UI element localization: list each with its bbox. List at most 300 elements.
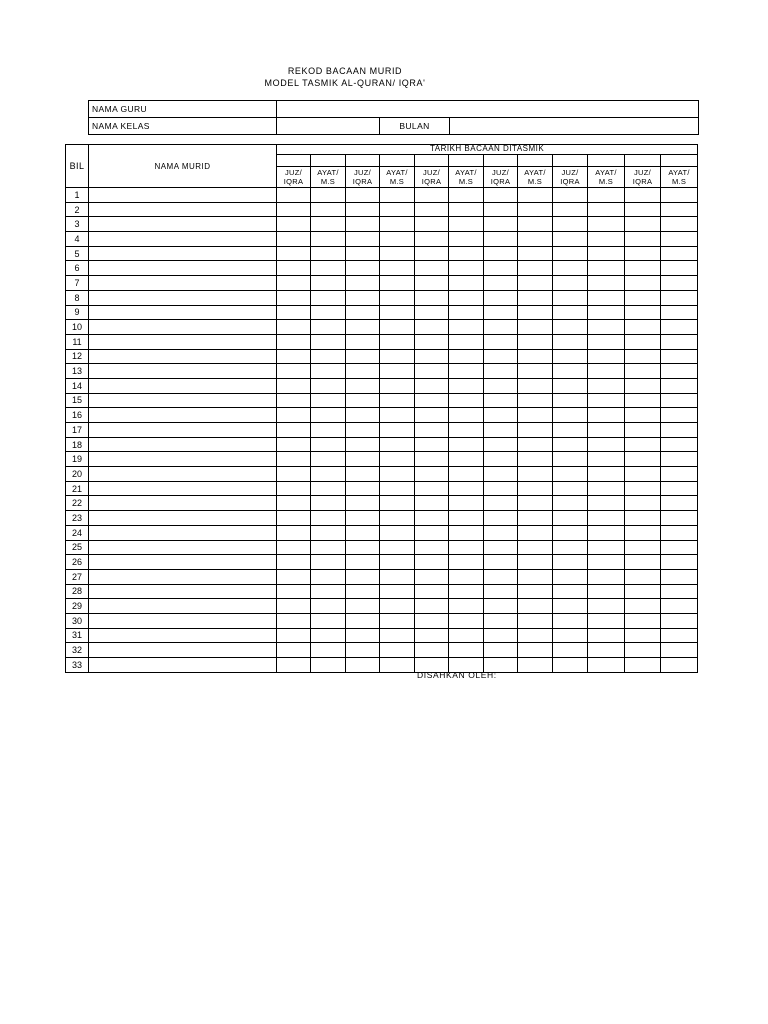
record-cell[interactable] — [380, 584, 415, 599]
record-cell[interactable] — [311, 232, 346, 247]
record-cell[interactable] — [311, 334, 346, 349]
record-cell[interactable] — [346, 188, 380, 203]
record-cell[interactable] — [346, 599, 380, 614]
record-cell[interactable] — [449, 628, 484, 643]
nama-murid-cell[interactable] — [89, 613, 277, 628]
record-cell[interactable] — [661, 408, 698, 423]
record-cell[interactable] — [625, 378, 661, 393]
nama-murid-cell[interactable] — [89, 202, 277, 217]
record-cell[interactable] — [380, 437, 415, 452]
record-cell[interactable] — [588, 525, 625, 540]
record-cell[interactable] — [311, 452, 346, 467]
record-cell[interactable] — [311, 290, 346, 305]
record-cell[interactable] — [518, 525, 553, 540]
record-cell[interactable] — [277, 643, 311, 658]
record-cell[interactable] — [661, 334, 698, 349]
record-cell[interactable] — [518, 305, 553, 320]
nama-murid-cell[interactable] — [89, 393, 277, 408]
record-cell[interactable] — [625, 202, 661, 217]
record-cell[interactable] — [484, 305, 518, 320]
nama-guru-field[interactable] — [277, 101, 699, 118]
record-cell[interactable] — [484, 202, 518, 217]
record-cell[interactable] — [625, 408, 661, 423]
record-cell[interactable] — [346, 232, 380, 247]
record-cell[interactable] — [277, 364, 311, 379]
record-cell[interactable] — [625, 423, 661, 438]
record-cell[interactable] — [588, 540, 625, 555]
record-cell[interactable] — [625, 569, 661, 584]
nama-kelas-field[interactable] — [277, 118, 380, 135]
record-cell[interactable] — [415, 496, 449, 511]
record-cell[interactable] — [553, 658, 588, 673]
bulan-field[interactable] — [450, 118, 699, 135]
record-cell[interactable] — [625, 540, 661, 555]
record-cell[interactable] — [415, 613, 449, 628]
record-cell[interactable] — [277, 423, 311, 438]
record-cell[interactable] — [553, 349, 588, 364]
record-cell[interactable] — [346, 423, 380, 438]
record-cell[interactable] — [553, 423, 588, 438]
record-cell[interactable] — [277, 290, 311, 305]
nama-murid-cell[interactable] — [89, 423, 277, 438]
record-cell[interactable] — [449, 467, 484, 482]
record-cell[interactable] — [553, 599, 588, 614]
record-cell[interactable] — [553, 452, 588, 467]
nama-murid-cell[interactable] — [89, 349, 277, 364]
record-cell[interactable] — [588, 349, 625, 364]
record-cell[interactable] — [661, 628, 698, 643]
nama-murid-cell[interactable] — [89, 525, 277, 540]
record-cell[interactable] — [588, 496, 625, 511]
record-cell[interactable] — [661, 467, 698, 482]
record-cell[interactable] — [588, 320, 625, 335]
record-cell[interactable] — [625, 511, 661, 526]
record-cell[interactable] — [588, 188, 625, 203]
record-cell[interactable] — [625, 276, 661, 291]
record-cell[interactable] — [518, 569, 553, 584]
record-cell[interactable] — [518, 349, 553, 364]
nama-murid-cell[interactable] — [89, 334, 277, 349]
record-cell[interactable] — [661, 423, 698, 438]
record-cell[interactable] — [484, 599, 518, 614]
record-cell[interactable] — [518, 202, 553, 217]
record-cell[interactable] — [625, 658, 661, 673]
record-cell[interactable] — [588, 202, 625, 217]
record-cell[interactable] — [484, 628, 518, 643]
record-cell[interactable] — [661, 364, 698, 379]
record-cell[interactable] — [518, 334, 553, 349]
record-cell[interactable] — [484, 232, 518, 247]
record-cell[interactable] — [661, 246, 698, 261]
record-cell[interactable] — [311, 540, 346, 555]
record-cell[interactable] — [484, 246, 518, 261]
record-cell[interactable] — [449, 364, 484, 379]
record-cell[interactable] — [449, 408, 484, 423]
record-cell[interactable] — [588, 290, 625, 305]
record-cell[interactable] — [449, 217, 484, 232]
nama-murid-cell[interactable] — [89, 452, 277, 467]
record-cell[interactable] — [625, 628, 661, 643]
record-cell[interactable] — [449, 613, 484, 628]
record-cell[interactable] — [588, 305, 625, 320]
record-cell[interactable] — [415, 481, 449, 496]
record-cell[interactable] — [625, 613, 661, 628]
record-cell[interactable] — [625, 349, 661, 364]
record-cell[interactable] — [484, 511, 518, 526]
nama-murid-cell[interactable] — [89, 540, 277, 555]
date-cell[interactable] — [588, 155, 625, 167]
record-cell[interactable] — [518, 599, 553, 614]
record-cell[interactable] — [661, 540, 698, 555]
record-cell[interactable] — [277, 217, 311, 232]
record-cell[interactable] — [380, 613, 415, 628]
nama-murid-cell[interactable] — [89, 408, 277, 423]
record-cell[interactable] — [380, 540, 415, 555]
record-cell[interactable] — [518, 658, 553, 673]
record-cell[interactable] — [449, 349, 484, 364]
record-cell[interactable] — [588, 613, 625, 628]
record-cell[interactable] — [380, 525, 415, 540]
record-cell[interactable] — [588, 437, 625, 452]
record-cell[interactable] — [346, 658, 380, 673]
record-cell[interactable] — [311, 569, 346, 584]
record-cell[interactable] — [277, 525, 311, 540]
record-cell[interactable] — [380, 349, 415, 364]
record-cell[interactable] — [553, 246, 588, 261]
record-cell[interactable] — [449, 202, 484, 217]
record-cell[interactable] — [625, 290, 661, 305]
record-cell[interactable] — [415, 628, 449, 643]
record-cell[interactable] — [518, 511, 553, 526]
record-cell[interactable] — [625, 320, 661, 335]
record-cell[interactable] — [277, 496, 311, 511]
record-cell[interactable] — [311, 261, 346, 276]
record-cell[interactable] — [588, 555, 625, 570]
record-cell[interactable] — [415, 584, 449, 599]
nama-murid-cell[interactable] — [89, 364, 277, 379]
record-cell[interactable] — [277, 467, 311, 482]
record-cell[interactable] — [661, 555, 698, 570]
record-cell[interactable] — [661, 276, 698, 291]
record-cell[interactable] — [449, 452, 484, 467]
record-cell[interactable] — [277, 658, 311, 673]
record-cell[interactable] — [380, 423, 415, 438]
record-cell[interactable] — [588, 261, 625, 276]
nama-murid-cell[interactable] — [89, 232, 277, 247]
record-cell[interactable] — [415, 349, 449, 364]
record-cell[interactable] — [415, 305, 449, 320]
record-cell[interactable] — [346, 540, 380, 555]
record-cell[interactable] — [380, 202, 415, 217]
record-cell[interactable] — [625, 437, 661, 452]
record-cell[interactable] — [346, 584, 380, 599]
record-cell[interactable] — [661, 525, 698, 540]
nama-murid-cell[interactable] — [89, 658, 277, 673]
record-cell[interactable] — [518, 628, 553, 643]
record-cell[interactable] — [553, 378, 588, 393]
record-cell[interactable] — [277, 334, 311, 349]
record-cell[interactable] — [277, 246, 311, 261]
record-cell[interactable] — [661, 511, 698, 526]
record-cell[interactable] — [553, 437, 588, 452]
record-cell[interactable] — [553, 393, 588, 408]
record-cell[interactable] — [661, 290, 698, 305]
record-cell[interactable] — [277, 452, 311, 467]
record-cell[interactable] — [346, 569, 380, 584]
record-cell[interactable] — [588, 511, 625, 526]
record-cell[interactable] — [415, 320, 449, 335]
record-cell[interactable] — [311, 364, 346, 379]
record-cell[interactable] — [380, 511, 415, 526]
record-cell[interactable] — [449, 290, 484, 305]
record-cell[interactable] — [311, 437, 346, 452]
record-cell[interactable] — [553, 188, 588, 203]
record-cell[interactable] — [661, 320, 698, 335]
record-cell[interactable] — [661, 613, 698, 628]
record-cell[interactable] — [415, 540, 449, 555]
record-cell[interactable] — [518, 613, 553, 628]
record-cell[interactable] — [277, 202, 311, 217]
record-cell[interactable] — [415, 334, 449, 349]
record-cell[interactable] — [311, 467, 346, 482]
record-cell[interactable] — [518, 320, 553, 335]
record-cell[interactable] — [380, 276, 415, 291]
record-cell[interactable] — [346, 334, 380, 349]
nama-murid-cell[interactable] — [89, 555, 277, 570]
record-cell[interactable] — [311, 643, 346, 658]
record-cell[interactable] — [484, 643, 518, 658]
record-cell[interactable] — [346, 276, 380, 291]
record-cell[interactable] — [553, 628, 588, 643]
record-cell[interactable] — [553, 202, 588, 217]
record-cell[interactable] — [380, 643, 415, 658]
record-cell[interactable] — [311, 320, 346, 335]
record-cell[interactable] — [484, 423, 518, 438]
record-cell[interactable] — [661, 349, 698, 364]
record-cell[interactable] — [415, 437, 449, 452]
record-cell[interactable] — [484, 188, 518, 203]
record-cell[interactable] — [449, 423, 484, 438]
record-cell[interactable] — [415, 217, 449, 232]
record-cell[interactable] — [449, 261, 484, 276]
record-cell[interactable] — [625, 496, 661, 511]
record-cell[interactable] — [449, 643, 484, 658]
record-cell[interactable] — [518, 584, 553, 599]
record-cell[interactable] — [484, 452, 518, 467]
record-cell[interactable] — [484, 496, 518, 511]
record-cell[interactable] — [277, 511, 311, 526]
record-cell[interactable] — [588, 246, 625, 261]
record-cell[interactable] — [553, 364, 588, 379]
record-cell[interactable] — [518, 188, 553, 203]
record-cell[interactable] — [277, 613, 311, 628]
nama-murid-cell[interactable] — [89, 188, 277, 203]
date-cell[interactable] — [380, 155, 415, 167]
record-cell[interactable] — [588, 584, 625, 599]
record-cell[interactable] — [518, 408, 553, 423]
date-cell[interactable] — [449, 155, 484, 167]
record-cell[interactable] — [449, 320, 484, 335]
record-cell[interactable] — [588, 276, 625, 291]
record-cell[interactable] — [588, 393, 625, 408]
record-cell[interactable] — [484, 467, 518, 482]
record-cell[interactable] — [661, 378, 698, 393]
record-cell[interactable] — [346, 643, 380, 658]
record-cell[interactable] — [661, 217, 698, 232]
record-cell[interactable] — [380, 555, 415, 570]
record-cell[interactable] — [518, 437, 553, 452]
record-cell[interactable] — [518, 496, 553, 511]
record-cell[interactable] — [311, 481, 346, 496]
record-cell[interactable] — [588, 378, 625, 393]
record-cell[interactable] — [346, 378, 380, 393]
record-cell[interactable] — [625, 452, 661, 467]
nama-murid-cell[interactable] — [89, 261, 277, 276]
record-cell[interactable] — [277, 408, 311, 423]
record-cell[interactable] — [449, 511, 484, 526]
record-cell[interactable] — [484, 276, 518, 291]
record-cell[interactable] — [346, 393, 380, 408]
nama-murid-cell[interactable] — [89, 628, 277, 643]
record-cell[interactable] — [661, 658, 698, 673]
record-cell[interactable] — [449, 246, 484, 261]
record-cell[interactable] — [449, 276, 484, 291]
record-cell[interactable] — [415, 393, 449, 408]
record-cell[interactable] — [380, 628, 415, 643]
record-cell[interactable] — [553, 320, 588, 335]
record-cell[interactable] — [484, 613, 518, 628]
record-cell[interactable] — [380, 569, 415, 584]
record-cell[interactable] — [346, 246, 380, 261]
record-cell[interactable] — [346, 349, 380, 364]
record-cell[interactable] — [277, 188, 311, 203]
record-cell[interactable] — [277, 305, 311, 320]
record-cell[interactable] — [380, 334, 415, 349]
record-cell[interactable] — [661, 643, 698, 658]
record-cell[interactable] — [588, 599, 625, 614]
record-cell[interactable] — [311, 525, 346, 540]
record-cell[interactable] — [625, 467, 661, 482]
record-cell[interactable] — [311, 246, 346, 261]
record-cell[interactable] — [625, 599, 661, 614]
record-cell[interactable] — [311, 584, 346, 599]
record-cell[interactable] — [625, 525, 661, 540]
record-cell[interactable] — [588, 232, 625, 247]
record-cell[interactable] — [484, 408, 518, 423]
record-cell[interactable] — [311, 217, 346, 232]
record-cell[interactable] — [553, 334, 588, 349]
record-cell[interactable] — [518, 423, 553, 438]
nama-murid-cell[interactable] — [89, 511, 277, 526]
record-cell[interactable] — [380, 320, 415, 335]
record-cell[interactable] — [346, 628, 380, 643]
record-cell[interactable] — [311, 613, 346, 628]
record-cell[interactable] — [518, 378, 553, 393]
record-cell[interactable] — [415, 452, 449, 467]
record-cell[interactable] — [484, 393, 518, 408]
record-cell[interactable] — [277, 481, 311, 496]
record-cell[interactable] — [415, 525, 449, 540]
record-cell[interactable] — [553, 555, 588, 570]
record-cell[interactable] — [311, 658, 346, 673]
nama-murid-cell[interactable] — [89, 569, 277, 584]
date-cell[interactable] — [625, 155, 661, 167]
record-cell[interactable] — [415, 599, 449, 614]
record-cell[interactable] — [380, 481, 415, 496]
record-cell[interactable] — [661, 452, 698, 467]
record-cell[interactable] — [484, 261, 518, 276]
nama-murid-cell[interactable] — [89, 599, 277, 614]
record-cell[interactable] — [449, 378, 484, 393]
record-cell[interactable] — [625, 334, 661, 349]
record-cell[interactable] — [588, 334, 625, 349]
record-cell[interactable] — [553, 511, 588, 526]
record-cell[interactable] — [311, 393, 346, 408]
record-cell[interactable] — [484, 378, 518, 393]
record-cell[interactable] — [588, 643, 625, 658]
record-cell[interactable] — [661, 569, 698, 584]
record-cell[interactable] — [661, 437, 698, 452]
record-cell[interactable] — [588, 217, 625, 232]
record-cell[interactable] — [661, 584, 698, 599]
record-cell[interactable] — [553, 613, 588, 628]
record-cell[interactable] — [625, 393, 661, 408]
record-cell[interactable] — [518, 452, 553, 467]
record-cell[interactable] — [380, 188, 415, 203]
record-cell[interactable] — [380, 408, 415, 423]
record-cell[interactable] — [449, 555, 484, 570]
record-cell[interactable] — [415, 202, 449, 217]
record-cell[interactable] — [553, 569, 588, 584]
record-cell[interactable] — [380, 232, 415, 247]
record-cell[interactable] — [277, 378, 311, 393]
record-cell[interactable] — [346, 511, 380, 526]
record-cell[interactable] — [518, 290, 553, 305]
record-cell[interactable] — [518, 467, 553, 482]
record-cell[interactable] — [415, 643, 449, 658]
record-cell[interactable] — [553, 481, 588, 496]
record-cell[interactable] — [553, 496, 588, 511]
record-cell[interactable] — [415, 188, 449, 203]
record-cell[interactable] — [346, 320, 380, 335]
record-cell[interactable] — [415, 290, 449, 305]
record-cell[interactable] — [346, 217, 380, 232]
record-cell[interactable] — [346, 202, 380, 217]
record-cell[interactable] — [449, 393, 484, 408]
record-cell[interactable] — [311, 496, 346, 511]
record-cell[interactable] — [625, 261, 661, 276]
record-cell[interactable] — [625, 584, 661, 599]
record-cell[interactable] — [661, 305, 698, 320]
record-cell[interactable] — [311, 511, 346, 526]
record-cell[interactable] — [449, 496, 484, 511]
record-cell[interactable] — [346, 481, 380, 496]
record-cell[interactable] — [518, 555, 553, 570]
record-cell[interactable] — [518, 246, 553, 261]
record-cell[interactable] — [415, 276, 449, 291]
nama-murid-cell[interactable] — [89, 496, 277, 511]
record-cell[interactable] — [449, 599, 484, 614]
record-cell[interactable] — [588, 569, 625, 584]
record-cell[interactable] — [346, 452, 380, 467]
record-cell[interactable] — [415, 364, 449, 379]
record-cell[interactable] — [277, 276, 311, 291]
record-cell[interactable] — [380, 467, 415, 482]
date-cell[interactable] — [415, 155, 449, 167]
record-cell[interactable] — [346, 613, 380, 628]
record-cell[interactable] — [277, 393, 311, 408]
record-cell[interactable] — [346, 305, 380, 320]
